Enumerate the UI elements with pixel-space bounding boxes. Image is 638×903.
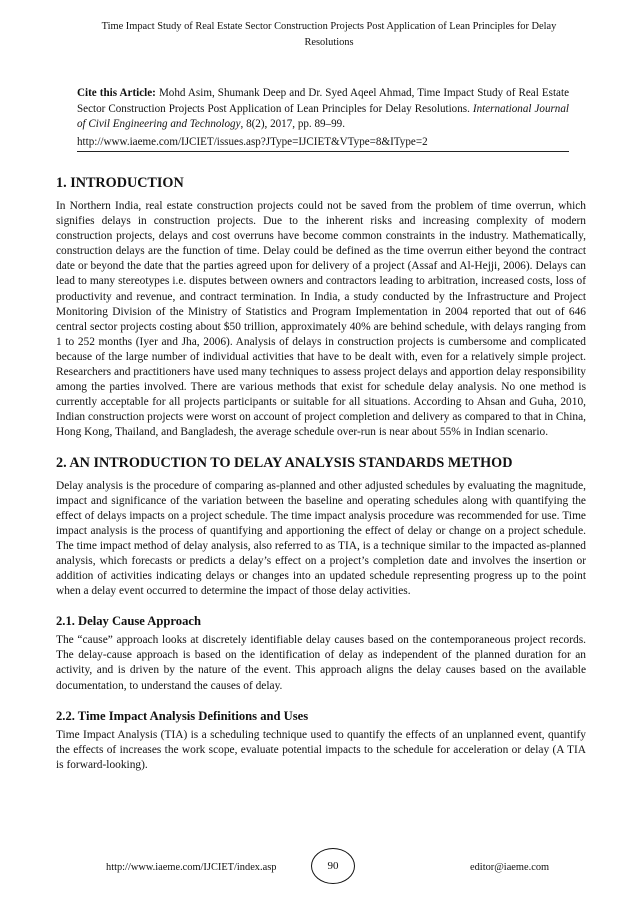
citation-volume-pages: , 8(2), 2017, pp. 89–99. <box>240 118 345 131</box>
delay-cause-paragraph: The “cause” approach looks at discretely identifiable delay causes based on the contemporaneous project records. The delay-cause approach is based on the identification of delay as independent of the planned duration for an activity, and is driven by the nature of the event. This approach aligns the delay causes based on the available documentation, to understand the causes of delay. <box>56 634 586 692</box>
subsection-heading-delay-cause: 2.1. Delay Cause Approach <box>56 614 201 629</box>
footer-journal-url-link[interactable]: http://www.iaeme.com/IJCIET/index.asp <box>106 862 277 873</box>
subsection-heading-tia-definitions: 2.2. Time Impact Analysis Definitions and Uses <box>56 708 309 723</box>
page-footer <box>0 848 638 886</box>
citation-label: Cite this Article: <box>77 87 156 99</box>
citation-block <box>77 86 569 152</box>
running-header-title: Time Impact Study of Real Estate Sector Construction Projects Post Application of Lean Principles for Delay Resolutions <box>101 21 557 48</box>
section-heading-introduction: 1. INTRODUCTION <box>56 175 184 191</box>
tia-definitions-paragraph: Time Impact Analysis (TIA) is a scheduling technique used to quantify the effects of an unplanned event, quantify the effects of increases the work scope, evaluate potential impacts to the schedule for acceleration or delay (A TIA is forward-looking). <box>56 728 586 771</box>
introduction-paragraph: In Northern India, real estate construction projects could not be saved from the problem of time overrun, which signifies delays in construction projects. Due to the inherent risks and increasing complexity of modern construction projects, delays and cost overruns have become common constraints in the industry. Mathematically, construction delays are the function of time. Delay could be defined as the time overrun either beyond the contract date or beyond the date that the parties agreed upon for delivery of a project (Assaf and Al-Hejji, 2006). Delays can lead to many stereotypes i.e. disputes between owners and contractors leading to arbitration, increased costs, loss of productivity and revenue, and contract termination. In India, a study conducted by the Infrastructure and Project Monitoring Division of the Ministry of Statistics and Program Implementation in 2004 reported that out of 646 central sector projects costing about $50 trillion, approximately 40% are behind schedule, with delays ranging from 1 to 252 months (Iyer and Jha, 2006). Analysis of delays in construction projects is cumbersome and complicated because of the large number of individual activities that have to be dealt with, even for a relatively simple project. Researchers and practitioners have used many techniques to assess project delays and apportion delay responsibility among the parties involved. There are various methods that exist for schedule delay analysis. No one method is currently acceptable for all projects participants or suitable for all situations. According to Ahsan and Guha, 2010, Indian construction projects were worst on account of project completion and delivery as compared to that in China, Hong Kong, Thailand, and Bangladesh, the average schedule over-run is near about 55% in Indian scenario. <box>56 200 586 439</box>
footer-editor-email-link[interactable]: editor@iaeme.com <box>470 862 550 873</box>
delay-analysis-paragraph: Delay analysis is the procedure of comparing as-planned and other adjusted schedules by evaluating the magnitude, impact and significance of the variation between the baseline and operating schedules along with quantifying the effect of delays impacts on a project schedule. The time impact analysis procedure was recommended for use. Time impact analysis is the process of quantifying and apportioning the effect of delay or change on a project schedule. The time impact method of delay analysis, also referred to as TIA, is a technique similar to the impacted as-planned analysis, which forecasts or predicts a delay’s effect on a project’s completion date and involves the insertion or addition of activities indicating delays or changes into an updated schedule representing progress up to the point when a delay event occurred to determine the impact of those delay activities. <box>56 479 586 598</box>
citation-url-link[interactable]: http://www.iaeme.com/IJCIET/issues.asp?JType=IJCIET&VType=8&IType=2 <box>77 135 569 153</box>
citation-authors-title: Mohd Asim, Shumank Deep and Dr. Syed Aqeel Ahmad, Time Impact Study of Real Estate Sector Construction Projects Post Application of Lean Principles for Delay Resolutions. <box>77 87 569 115</box>
section-heading-delay-analysis: 2. AN INTRODUCTION TO DELAY ANALYSIS STANDARDS METHOD <box>56 454 513 471</box>
citation-journal: International Journal of Civil Engineering and Technology <box>77 102 569 131</box>
article-body <box>56 174 586 773</box>
page-number-badge: 90 <box>311 848 355 884</box>
